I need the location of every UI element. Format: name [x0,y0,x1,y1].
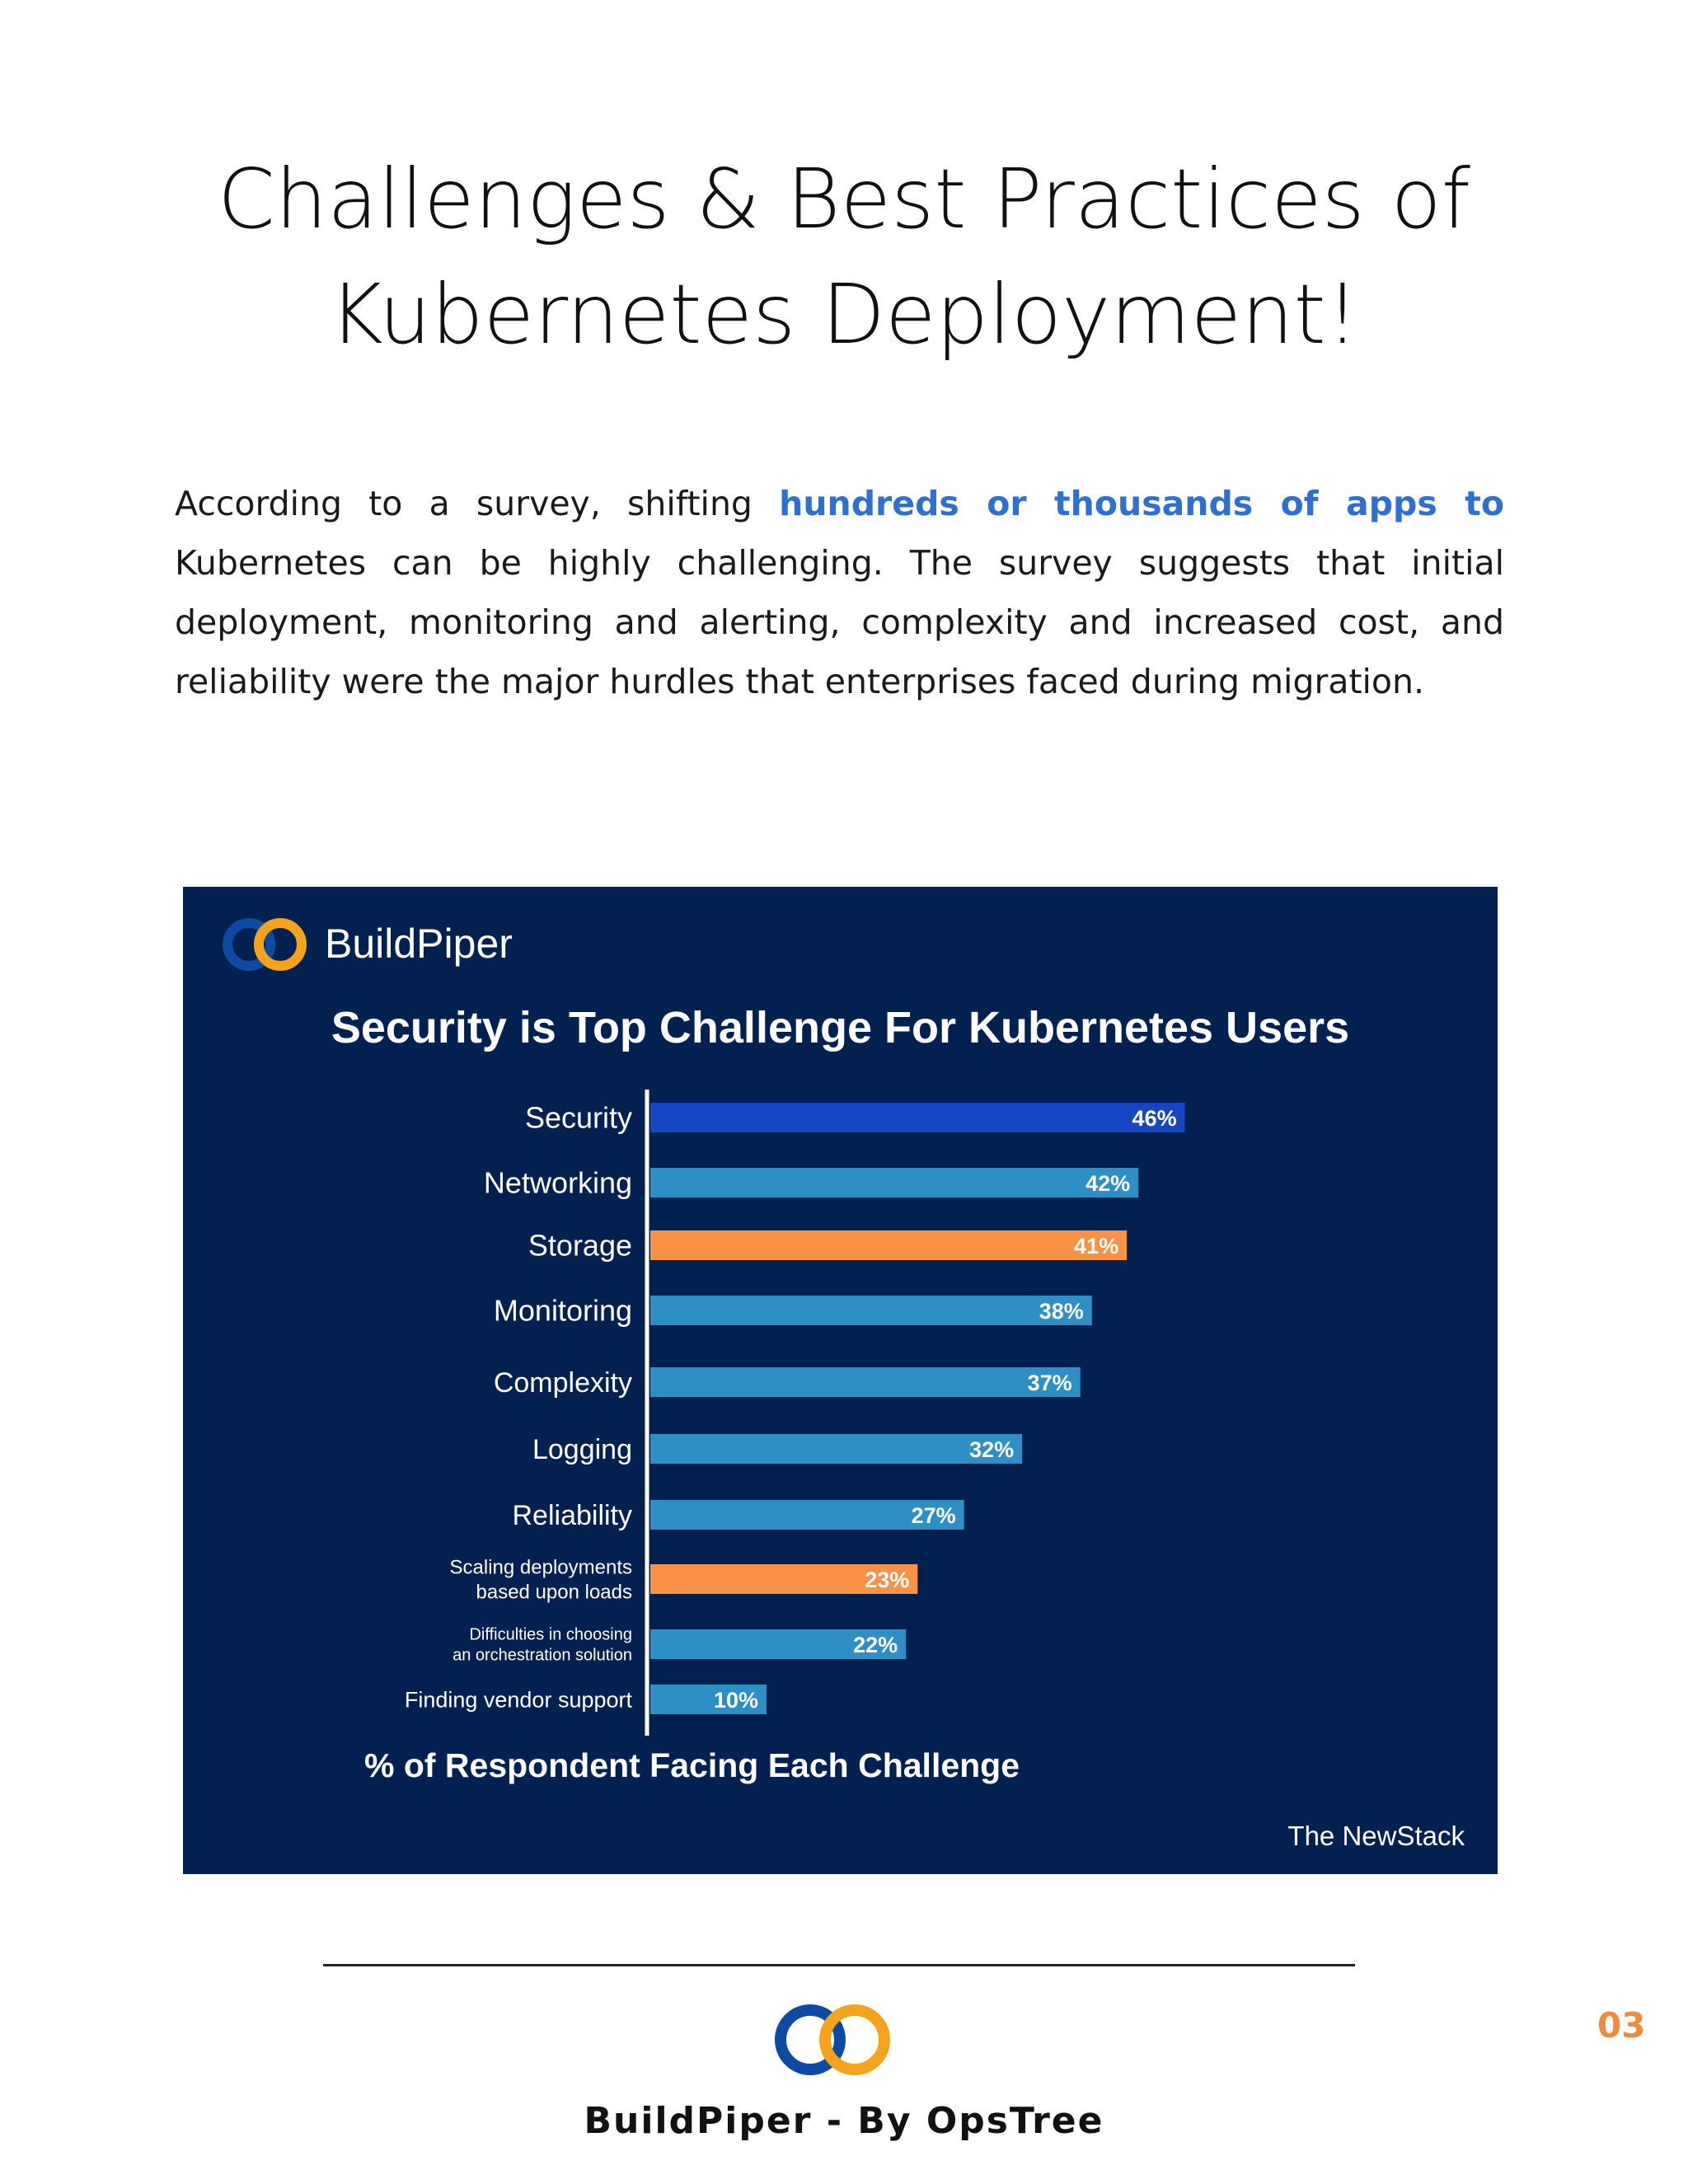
chart-category-label [484,1166,632,1200]
figure-brand-name: BuildPiper [325,921,513,967]
chart-source: The NewStack [1287,1821,1465,1851]
chart-category-label [450,1556,632,1603]
chart-data-label: 37% [1027,1371,1072,1395]
chart-bar [650,1103,1185,1132]
chart-category-label-line: Security [524,1100,632,1135]
page-title-line-2: Kubernetes Deployment! [329,266,1359,363]
intro-paragraph [175,474,1504,711]
chart-title: Security is Top Challenge For Kubernetes Users [331,1003,1350,1052]
footer-logo-ring-orange [825,2010,884,2069]
chart-x-axis-label: % of Respondent Facing Each Challenge [363,1746,1020,1784]
chart-category-label [405,1687,633,1712]
chart-category-label [513,1500,633,1531]
chart-bar [650,1434,1022,1464]
chart-category-label [494,1367,632,1399]
chart-data-label: 23% [865,1568,910,1592]
page-number: 03 [1597,2005,1646,2046]
chart-category-label-line: Networking [483,1165,632,1200]
intro-text-after: Kubernetes can be highly challenging. The survey suggests that initial deployment, monitoring and alerting, complexity and increased cost, and reliability were the major hurdles that enterprises faced during migration. [175,543,1504,701]
chart-bar [650,1367,1081,1397]
chart-bar [650,1230,1127,1260]
chart-data-label: 27% [911,1503,956,1528]
chart-data-label: 42% [1085,1171,1131,1196]
chart-data-label: 22% [853,1633,898,1657]
chart-category-label-line: Reliability [512,1499,632,1531]
chart-data-label: 32% [969,1437,1015,1462]
bar-chart [183,887,1498,1874]
chart-category-label [494,1294,632,1328]
intro-highlight-link[interactable]: hundreds or thousands of apps to [779,484,1504,523]
page-title [0,142,1688,373]
footer-brand: BuildPiper - By OpsTree [584,2100,1104,2142]
chart-category-label-line: Scaling deployments [449,1556,632,1579]
chart-data-label: 46% [1132,1106,1177,1131]
chart-category-label-line: Monitoring [493,1293,632,1328]
chart-category-label-line: an orchestration solution [452,1646,632,1665]
chart-category-label-line: Finding vendor support [404,1687,632,1713]
chart-data-label: 41% [1074,1234,1119,1258]
footer-divider [323,1964,1355,1966]
opstree-logo-icon [762,1994,903,2085]
chart-bar [650,1296,1092,1325]
chart-category-label-line: based upon loads [476,1581,632,1604]
chart-category-label-line: Storage [528,1228,632,1263]
page-title-line-1: Challenges & Best Practices of [218,151,1470,247]
chart-category-label [528,1229,632,1263]
chart-category-label-line: Logging [532,1433,632,1465]
chart-category-label-line: Complexity [493,1366,632,1399]
chart-bar [650,1168,1138,1197]
chart-category-label [525,1101,632,1135]
chart-category-label [452,1626,632,1665]
survey-figure [183,887,1498,1874]
chart-category-label-line: Difficulties in choosing [469,1625,632,1644]
chart-data-label: 38% [1039,1299,1084,1324]
chart-category-label [532,1434,632,1465]
chart-data-label: 10% [713,1688,758,1713]
intro-text-before: According to a survey, shifting [175,484,780,523]
